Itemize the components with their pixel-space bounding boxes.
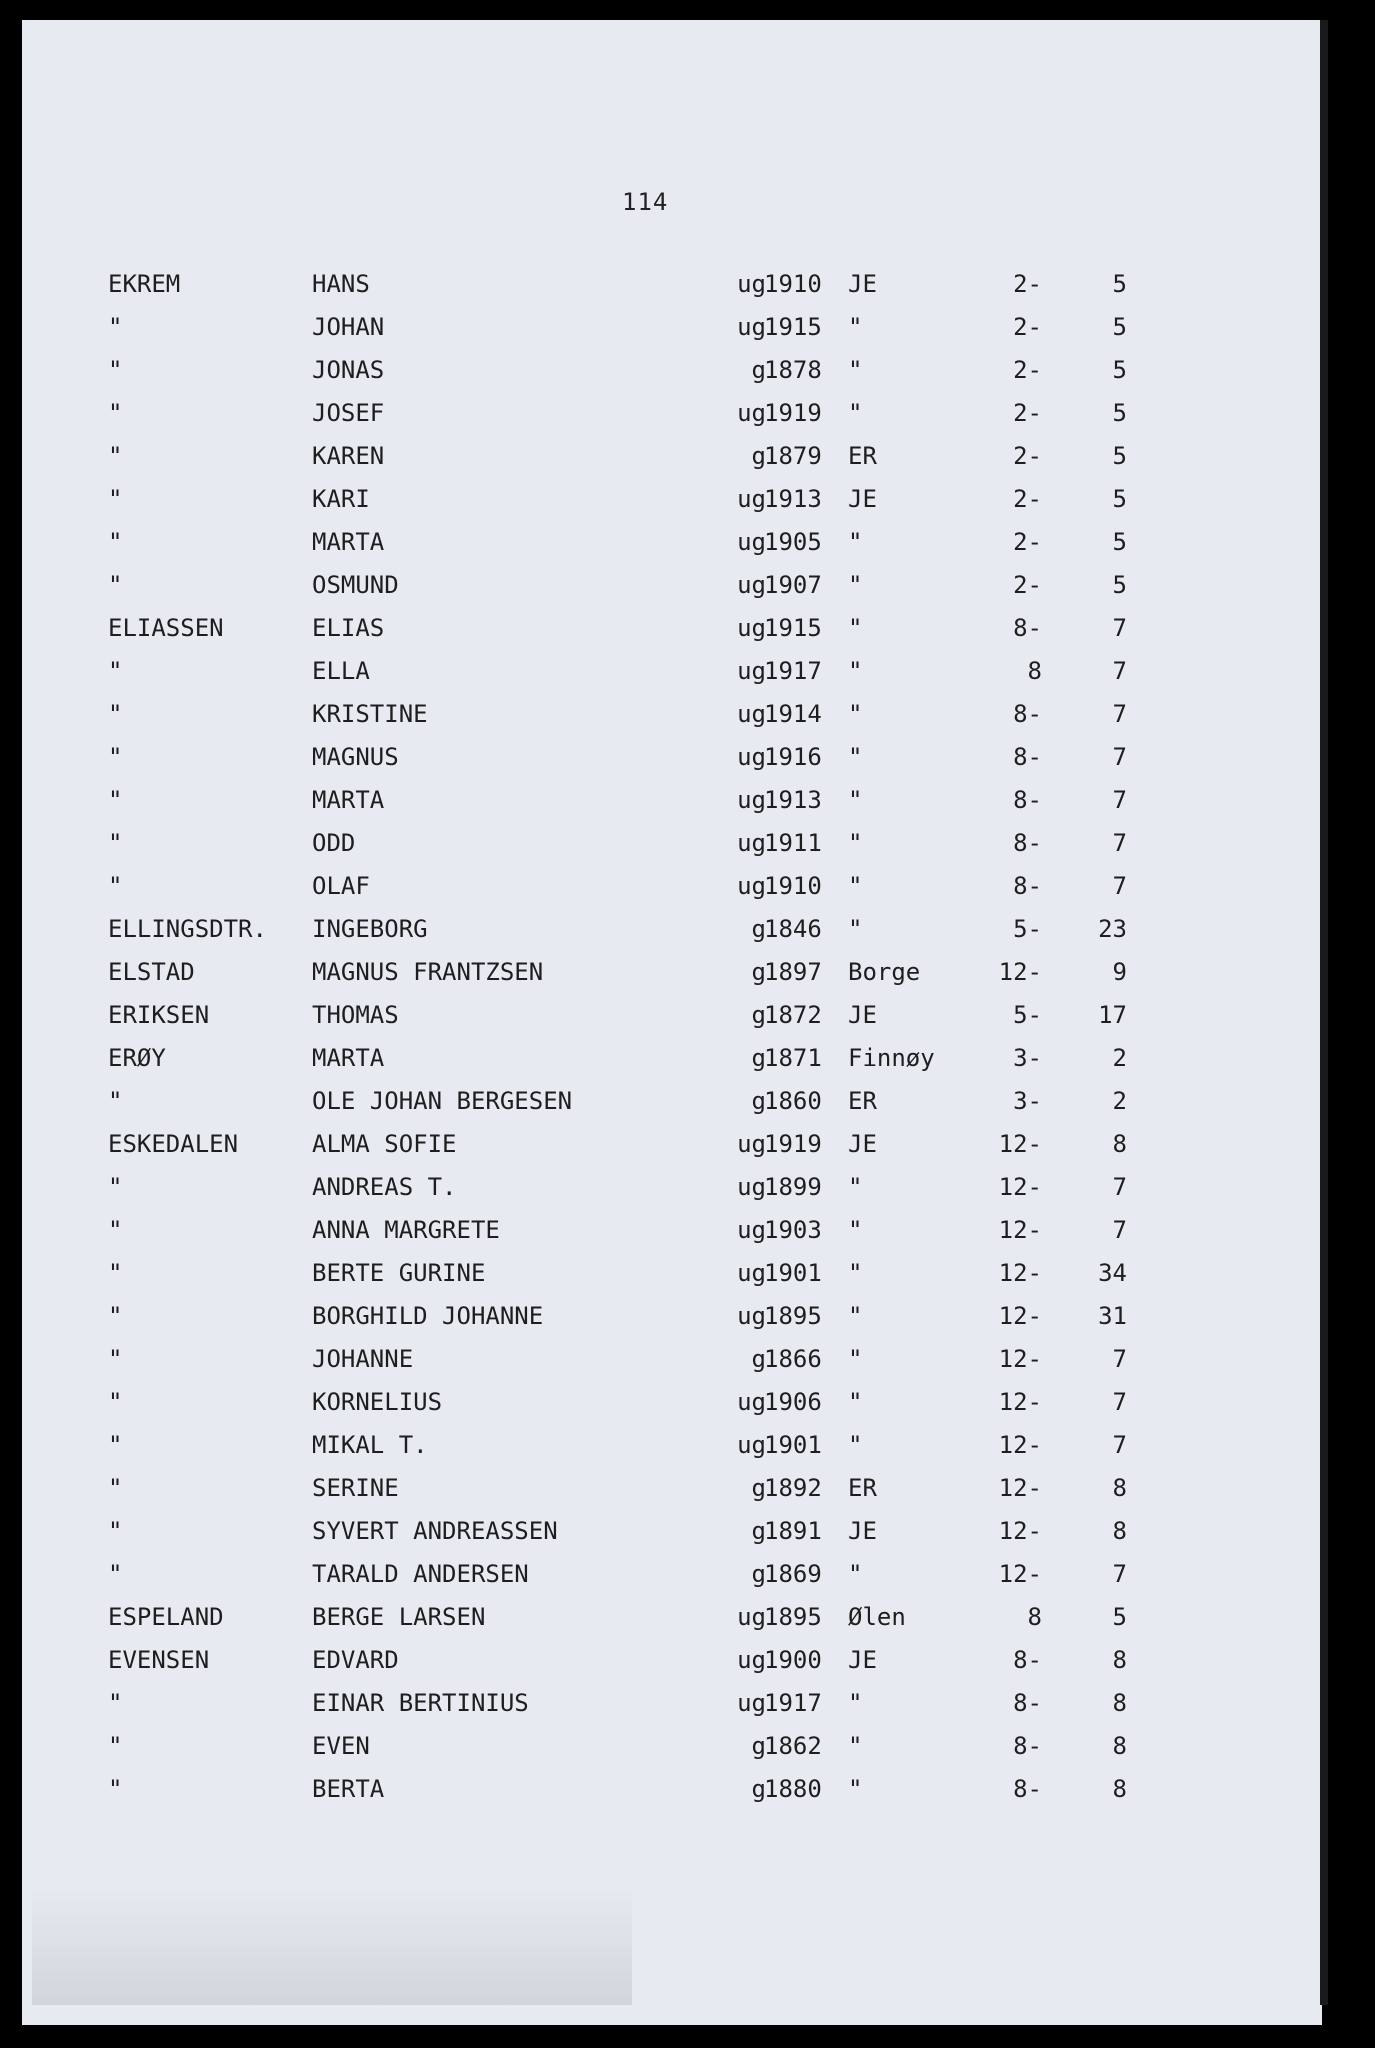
- entry-year: 1862: [764, 1732, 822, 1760]
- entry-surname: ": [108, 1388, 123, 1416]
- entry-given: JOHAN: [312, 313, 385, 341]
- entry-status: ug: [737, 872, 766, 900]
- entry-year: 1860: [764, 1087, 822, 1115]
- entry-surname: ": [108, 1259, 123, 1287]
- entry-status: g: [751, 1560, 766, 1588]
- entry-status: g: [751, 1044, 766, 1072]
- entry-v1: 12-: [998, 1517, 1042, 1545]
- list-item: [22, 528, 1322, 568]
- entry-surname: ": [108, 829, 123, 857]
- entry-v1: 12-: [998, 1431, 1042, 1459]
- entry-v2: 8: [1112, 1775, 1127, 1803]
- entry-year: 1917: [764, 1689, 822, 1717]
- entry-given: MAGNUS: [312, 743, 399, 771]
- entry-year: 1869: [764, 1560, 822, 1588]
- entry-place: ER: [848, 1087, 877, 1115]
- entry-given: OLAF: [312, 872, 370, 900]
- entry-given: MAGNUS FRANTZSEN: [312, 958, 544, 986]
- entry-status: g: [751, 1732, 766, 1760]
- entry-status: ug: [737, 1603, 766, 1631]
- entry-v2: 7: [1112, 872, 1127, 900]
- entry-v2: 7: [1112, 1431, 1127, 1459]
- entry-place: ": [848, 1216, 863, 1244]
- entry-place: JE: [848, 1130, 877, 1158]
- entry-v1: 8-: [1013, 1689, 1042, 1717]
- entry-year: 1914: [764, 700, 822, 728]
- entry-year: 1895: [764, 1302, 822, 1330]
- entry-given: JOHANNE: [312, 1345, 414, 1373]
- entry-given: TARALD ANDERSEN: [312, 1560, 529, 1588]
- entry-v2: 8: [1112, 1517, 1127, 1545]
- list-item: [22, 1732, 1322, 1772]
- entry-status: g: [751, 442, 766, 470]
- entry-place: ER: [848, 1474, 877, 1502]
- entry-given: OLE JOHAN BERGESEN: [312, 1087, 573, 1115]
- entry-given: MARTA: [312, 1044, 385, 1072]
- entry-given: HANS: [312, 270, 370, 298]
- entry-year: 1901: [764, 1259, 822, 1287]
- entry-v2: 7: [1112, 700, 1127, 728]
- entry-year: 1915: [764, 313, 822, 341]
- entry-v2: 7: [1112, 786, 1127, 814]
- list-item: [22, 872, 1322, 912]
- entry-status: ug: [737, 571, 766, 599]
- entry-year: 1866: [764, 1345, 822, 1373]
- entry-given: EVEN: [312, 1732, 370, 1760]
- entry-year: 1891: [764, 1517, 822, 1545]
- entry-status: g: [751, 958, 766, 986]
- entry-given: BORGHILD JOHANNE: [312, 1302, 544, 1330]
- entry-v1: 2-: [1013, 485, 1042, 513]
- list-item: [22, 700, 1322, 740]
- entry-v1: 3-: [1013, 1044, 1042, 1072]
- list-item: [22, 1345, 1322, 1385]
- entry-status: ug: [737, 614, 766, 642]
- entry-v2: 5: [1112, 485, 1127, 513]
- list-item: [22, 1431, 1322, 1471]
- entry-v1: 12-: [998, 1130, 1042, 1158]
- entry-v1: 5-: [1013, 915, 1042, 943]
- entry-v2: 7: [1112, 657, 1127, 685]
- list-item: [22, 571, 1322, 611]
- entry-v2: 8: [1112, 1732, 1127, 1760]
- entry-status: g: [751, 915, 766, 943]
- list-item: [22, 1560, 1322, 1600]
- entry-given: ANDREAS T.: [312, 1173, 457, 1201]
- entry-given: JOSEF: [312, 399, 385, 427]
- entry-status: g: [751, 1345, 766, 1373]
- list-item: [22, 356, 1322, 396]
- entry-v1: 2-: [1013, 528, 1042, 556]
- entry-v2: 2: [1112, 1044, 1127, 1072]
- entry-v2: 7: [1112, 829, 1127, 857]
- entry-place: ": [848, 829, 863, 857]
- entry-status: g: [751, 1517, 766, 1545]
- entry-place: ER: [848, 442, 877, 470]
- entry-surname: ": [108, 1173, 123, 1201]
- entry-year: 1906: [764, 1388, 822, 1416]
- entry-place: Ølen: [848, 1603, 906, 1631]
- entry-v2: 2: [1112, 1087, 1127, 1115]
- entry-v2: 8: [1112, 1130, 1127, 1158]
- entry-given: EDVARD: [312, 1646, 399, 1674]
- entry-place: JE: [848, 1646, 877, 1674]
- entry-given: ELIAS: [312, 614, 385, 642]
- entry-place: ": [848, 1345, 863, 1373]
- entry-status: ug: [737, 743, 766, 771]
- list-item: [22, 657, 1322, 697]
- list-item: [22, 485, 1322, 525]
- entry-status: ug: [737, 1259, 766, 1287]
- entry-status: g: [751, 1087, 766, 1115]
- entry-place: JE: [848, 485, 877, 513]
- entry-status: ug: [737, 485, 766, 513]
- entry-v2: 7: [1112, 1560, 1127, 1588]
- entry-v1: 12-: [998, 1216, 1042, 1244]
- entry-year: 1910: [764, 872, 822, 900]
- list-item: [22, 1646, 1322, 1686]
- entry-year: 1915: [764, 614, 822, 642]
- entry-status: ug: [737, 1130, 766, 1158]
- entry-place: JE: [848, 270, 877, 298]
- entry-v1: 2-: [1013, 399, 1042, 427]
- entry-v2: 8: [1112, 1646, 1127, 1674]
- entry-v1: 2-: [1013, 313, 1042, 341]
- list-item: [22, 1001, 1322, 1041]
- entry-surname: ": [108, 528, 123, 556]
- entry-surname: ESKEDALEN: [108, 1130, 239, 1158]
- entry-given: MIKAL T.: [312, 1431, 428, 1459]
- list-item: [22, 1775, 1322, 1815]
- entry-v1: 8-: [1013, 872, 1042, 900]
- entry-given: ANNA MARGRETE: [312, 1216, 500, 1244]
- entry-given: KAREN: [312, 442, 385, 470]
- entry-v1: 8-: [1013, 743, 1042, 771]
- entry-status: g: [751, 356, 766, 384]
- entry-place: ": [848, 356, 863, 384]
- entry-given: KARI: [312, 485, 370, 513]
- entry-v2: 8: [1112, 1474, 1127, 1502]
- entry-year: 1879: [764, 442, 822, 470]
- entry-surname: ": [108, 1431, 123, 1459]
- entry-year: 1892: [764, 1474, 822, 1502]
- entry-place: ": [848, 1259, 863, 1287]
- entry-place: ": [848, 313, 863, 341]
- entry-status: ug: [737, 528, 766, 556]
- entry-place: ": [848, 1388, 863, 1416]
- entry-place: JE: [848, 1517, 877, 1545]
- entry-year: 1910: [764, 270, 822, 298]
- entry-v1: 2-: [1013, 356, 1042, 384]
- entry-v1: 8-: [1013, 1646, 1042, 1674]
- page-number: 114: [622, 188, 669, 216]
- entry-v1: 2-: [1013, 442, 1042, 470]
- entry-v1: 12-: [998, 1345, 1042, 1373]
- entry-v1: 2-: [1013, 571, 1042, 599]
- entry-place: ": [848, 399, 863, 427]
- list-item: [22, 313, 1322, 353]
- list-item: [22, 614, 1322, 654]
- entry-v2: 5: [1112, 270, 1127, 298]
- list-item: [22, 399, 1322, 439]
- entry-v1: 3-: [1013, 1087, 1042, 1115]
- entry-status: g: [751, 1474, 766, 1502]
- list-item: [22, 1173, 1322, 1213]
- entry-given: THOMAS: [312, 1001, 399, 1029]
- entry-year: 1913: [764, 485, 822, 513]
- entry-place: ": [848, 1775, 863, 1803]
- entry-v2: 5: [1112, 571, 1127, 599]
- entry-status: ug: [737, 1388, 766, 1416]
- entry-surname: ELLINGSDTR.: [108, 915, 267, 943]
- entry-v2: 23: [1098, 915, 1127, 943]
- entry-surname: ": [108, 1560, 123, 1588]
- entry-place: ": [848, 1431, 863, 1459]
- entry-surname: ": [108, 356, 123, 384]
- entry-surname: ": [108, 1689, 123, 1717]
- entry-year: 1901: [764, 1431, 822, 1459]
- entry-surname: ": [108, 1087, 123, 1115]
- entry-surname: ": [108, 786, 123, 814]
- list-item: [22, 1302, 1322, 1342]
- entry-status: ug: [737, 1431, 766, 1459]
- entry-v1: 12-: [998, 1259, 1042, 1287]
- entry-place: JE: [848, 1001, 877, 1029]
- entry-v2: 5: [1112, 442, 1127, 470]
- list-item: [22, 958, 1322, 998]
- entry-status: ug: [737, 786, 766, 814]
- entry-surname: ": [108, 1474, 123, 1502]
- entry-v1: 5-: [1013, 1001, 1042, 1029]
- entry-year: 1871: [764, 1044, 822, 1072]
- entry-place: ": [848, 1302, 863, 1330]
- entry-status: ug: [737, 399, 766, 427]
- entry-v2: 5: [1112, 313, 1127, 341]
- entry-given: EINAR BERTINIUS: [312, 1689, 529, 1717]
- entry-v2: 5: [1112, 1603, 1127, 1631]
- entry-v1: 8-: [1013, 786, 1042, 814]
- scan-edge-rule: [1320, 20, 1328, 2005]
- entry-v2: 5: [1112, 356, 1127, 384]
- entry-year: 1913: [764, 786, 822, 814]
- entry-year: 1878: [764, 356, 822, 384]
- entry-year: 1919: [764, 399, 822, 427]
- entry-status: ug: [737, 1302, 766, 1330]
- list-item: [22, 1689, 1322, 1729]
- entry-v1: 8-: [1013, 829, 1042, 857]
- entry-status: ug: [737, 313, 766, 341]
- entry-v2: 34: [1098, 1259, 1127, 1287]
- entry-given: SERINE: [312, 1474, 399, 1502]
- entry-status: ug: [737, 270, 766, 298]
- list-item: [22, 1130, 1322, 1170]
- entry-year: 1919: [764, 1130, 822, 1158]
- entry-given: OSMUND: [312, 571, 399, 599]
- entry-year: 1872: [764, 1001, 822, 1029]
- entry-status: ug: [737, 1689, 766, 1717]
- entry-v1: 2-: [1013, 270, 1042, 298]
- entry-surname: ": [108, 485, 123, 513]
- entry-place: Finnøy: [848, 1044, 935, 1072]
- entry-v1: 8: [1027, 657, 1042, 685]
- entry-year: 1880: [764, 1775, 822, 1803]
- entry-surname: ": [108, 700, 123, 728]
- entry-place: ": [848, 528, 863, 556]
- entry-v1: 12-: [998, 1560, 1042, 1588]
- list-item: [22, 829, 1322, 869]
- list-item: [22, 1259, 1322, 1299]
- entry-given: BERTE GURINE: [312, 1259, 486, 1287]
- list-item: [22, 1388, 1322, 1428]
- entry-given: MARTA: [312, 786, 385, 814]
- entry-given: KRISTINE: [312, 700, 428, 728]
- entry-v2: 7: [1112, 1173, 1127, 1201]
- entry-given: ODD: [312, 829, 356, 857]
- entry-place: ": [848, 872, 863, 900]
- entry-surname: EKREM: [108, 270, 181, 298]
- entry-place: ": [848, 1560, 863, 1588]
- list-item: [22, 1603, 1322, 1643]
- entry-year: 1917: [764, 657, 822, 685]
- entry-v1: 8-: [1013, 614, 1042, 642]
- entry-v1: 12-: [998, 1474, 1042, 1502]
- entry-v1: 8: [1027, 1603, 1042, 1631]
- entry-place: ": [848, 1173, 863, 1201]
- entry-v2: 5: [1112, 399, 1127, 427]
- entry-status: g: [751, 1001, 766, 1029]
- entry-v2: 7: [1112, 614, 1127, 642]
- entry-v1: 12-: [998, 958, 1042, 986]
- entry-place: ": [848, 614, 863, 642]
- entry-v2: 7: [1112, 1216, 1127, 1244]
- entry-given: ALMA SOFIE: [312, 1130, 457, 1158]
- entry-given: ELLA: [312, 657, 370, 685]
- entry-given: BERGE LARSEN: [312, 1603, 486, 1631]
- entry-place: ": [848, 1689, 863, 1717]
- entry-surname: ": [108, 571, 123, 599]
- entry-given: KORNELIUS: [312, 1388, 443, 1416]
- list-item: [22, 442, 1322, 482]
- entry-surname: ": [108, 313, 123, 341]
- entry-year: 1897: [764, 958, 822, 986]
- entry-given: BERTA: [312, 1775, 385, 1803]
- entry-year: 1903: [764, 1216, 822, 1244]
- entry-given: INGEBORG: [312, 915, 428, 943]
- entry-year: 1895: [764, 1603, 822, 1631]
- entry-place: ": [848, 700, 863, 728]
- entry-place: ": [848, 786, 863, 814]
- entry-surname: ": [108, 872, 123, 900]
- entry-v2: 7: [1112, 1345, 1127, 1373]
- entry-v1: 12-: [998, 1173, 1042, 1201]
- entry-year: 1900: [764, 1646, 822, 1674]
- entry-place: ": [848, 571, 863, 599]
- entry-year: 1899: [764, 1173, 822, 1201]
- entry-given: JONAS: [312, 356, 385, 384]
- entry-year: 1846: [764, 915, 822, 943]
- entry-v2: 9: [1112, 958, 1127, 986]
- entry-surname: ": [108, 657, 123, 685]
- list-item: [22, 786, 1322, 826]
- entry-v2: 7: [1112, 1388, 1127, 1416]
- entry-surname: ERØY: [108, 1044, 166, 1072]
- entry-surname: ": [108, 1216, 123, 1244]
- entry-v1: 8-: [1013, 1732, 1042, 1760]
- entry-v2: 17: [1098, 1001, 1127, 1029]
- entry-place: ": [848, 657, 863, 685]
- list-item: [22, 1517, 1322, 1557]
- entry-year: 1907: [764, 571, 822, 599]
- list-item: [22, 1216, 1322, 1256]
- list-item: [22, 1044, 1322, 1084]
- entry-year: 1905: [764, 528, 822, 556]
- entry-status: ug: [737, 1646, 766, 1674]
- entry-status: ug: [737, 657, 766, 685]
- entry-surname: ": [108, 1732, 123, 1760]
- entry-v2: 8: [1112, 1689, 1127, 1717]
- entry-year: 1911: [764, 829, 822, 857]
- scan-smudge: [32, 1885, 632, 2005]
- list-item: [22, 270, 1322, 310]
- entry-status: ug: [737, 1216, 766, 1244]
- entry-surname: ESPELAND: [108, 1603, 224, 1631]
- entry-status: ug: [737, 700, 766, 728]
- list-item: [22, 1474, 1322, 1514]
- entry-given: SYVERT ANDREASSEN: [312, 1517, 558, 1545]
- entry-surname: ": [108, 743, 123, 771]
- entry-status: ug: [737, 829, 766, 857]
- entry-v1: 12-: [998, 1302, 1042, 1330]
- entry-place: ": [848, 743, 863, 771]
- entry-v2: 5: [1112, 528, 1127, 556]
- entry-v2: 31: [1098, 1302, 1127, 1330]
- entry-status: g: [751, 1775, 766, 1803]
- entry-surname: ": [108, 399, 123, 427]
- entry-surname: ": [108, 1302, 123, 1330]
- entry-surname: ERIKSEN: [108, 1001, 210, 1029]
- entry-surname: EVENSEN: [108, 1646, 210, 1674]
- document-page: [22, 20, 1322, 2025]
- entry-v1: 8-: [1013, 700, 1042, 728]
- entry-v2: 7: [1112, 743, 1127, 771]
- entry-v1: 12-: [998, 1388, 1042, 1416]
- entry-place: ": [848, 1732, 863, 1760]
- entry-given: MARTA: [312, 528, 385, 556]
- entry-surname: ": [108, 442, 123, 470]
- entry-surname: ": [108, 1775, 123, 1803]
- entry-surname: ELSTAD: [108, 958, 195, 986]
- list-item: [22, 915, 1322, 955]
- entry-surname: ": [108, 1517, 123, 1545]
- entry-place: Borge: [848, 958, 921, 986]
- entry-surname: ": [108, 1345, 123, 1373]
- list-item: [22, 743, 1322, 783]
- entry-v1: 8-: [1013, 1775, 1042, 1803]
- entry-status: ug: [737, 1173, 766, 1201]
- entry-surname: ELIASSEN: [108, 614, 224, 642]
- entry-place: ": [848, 915, 863, 943]
- entry-year: 1916: [764, 743, 822, 771]
- list-item: [22, 1087, 1322, 1127]
